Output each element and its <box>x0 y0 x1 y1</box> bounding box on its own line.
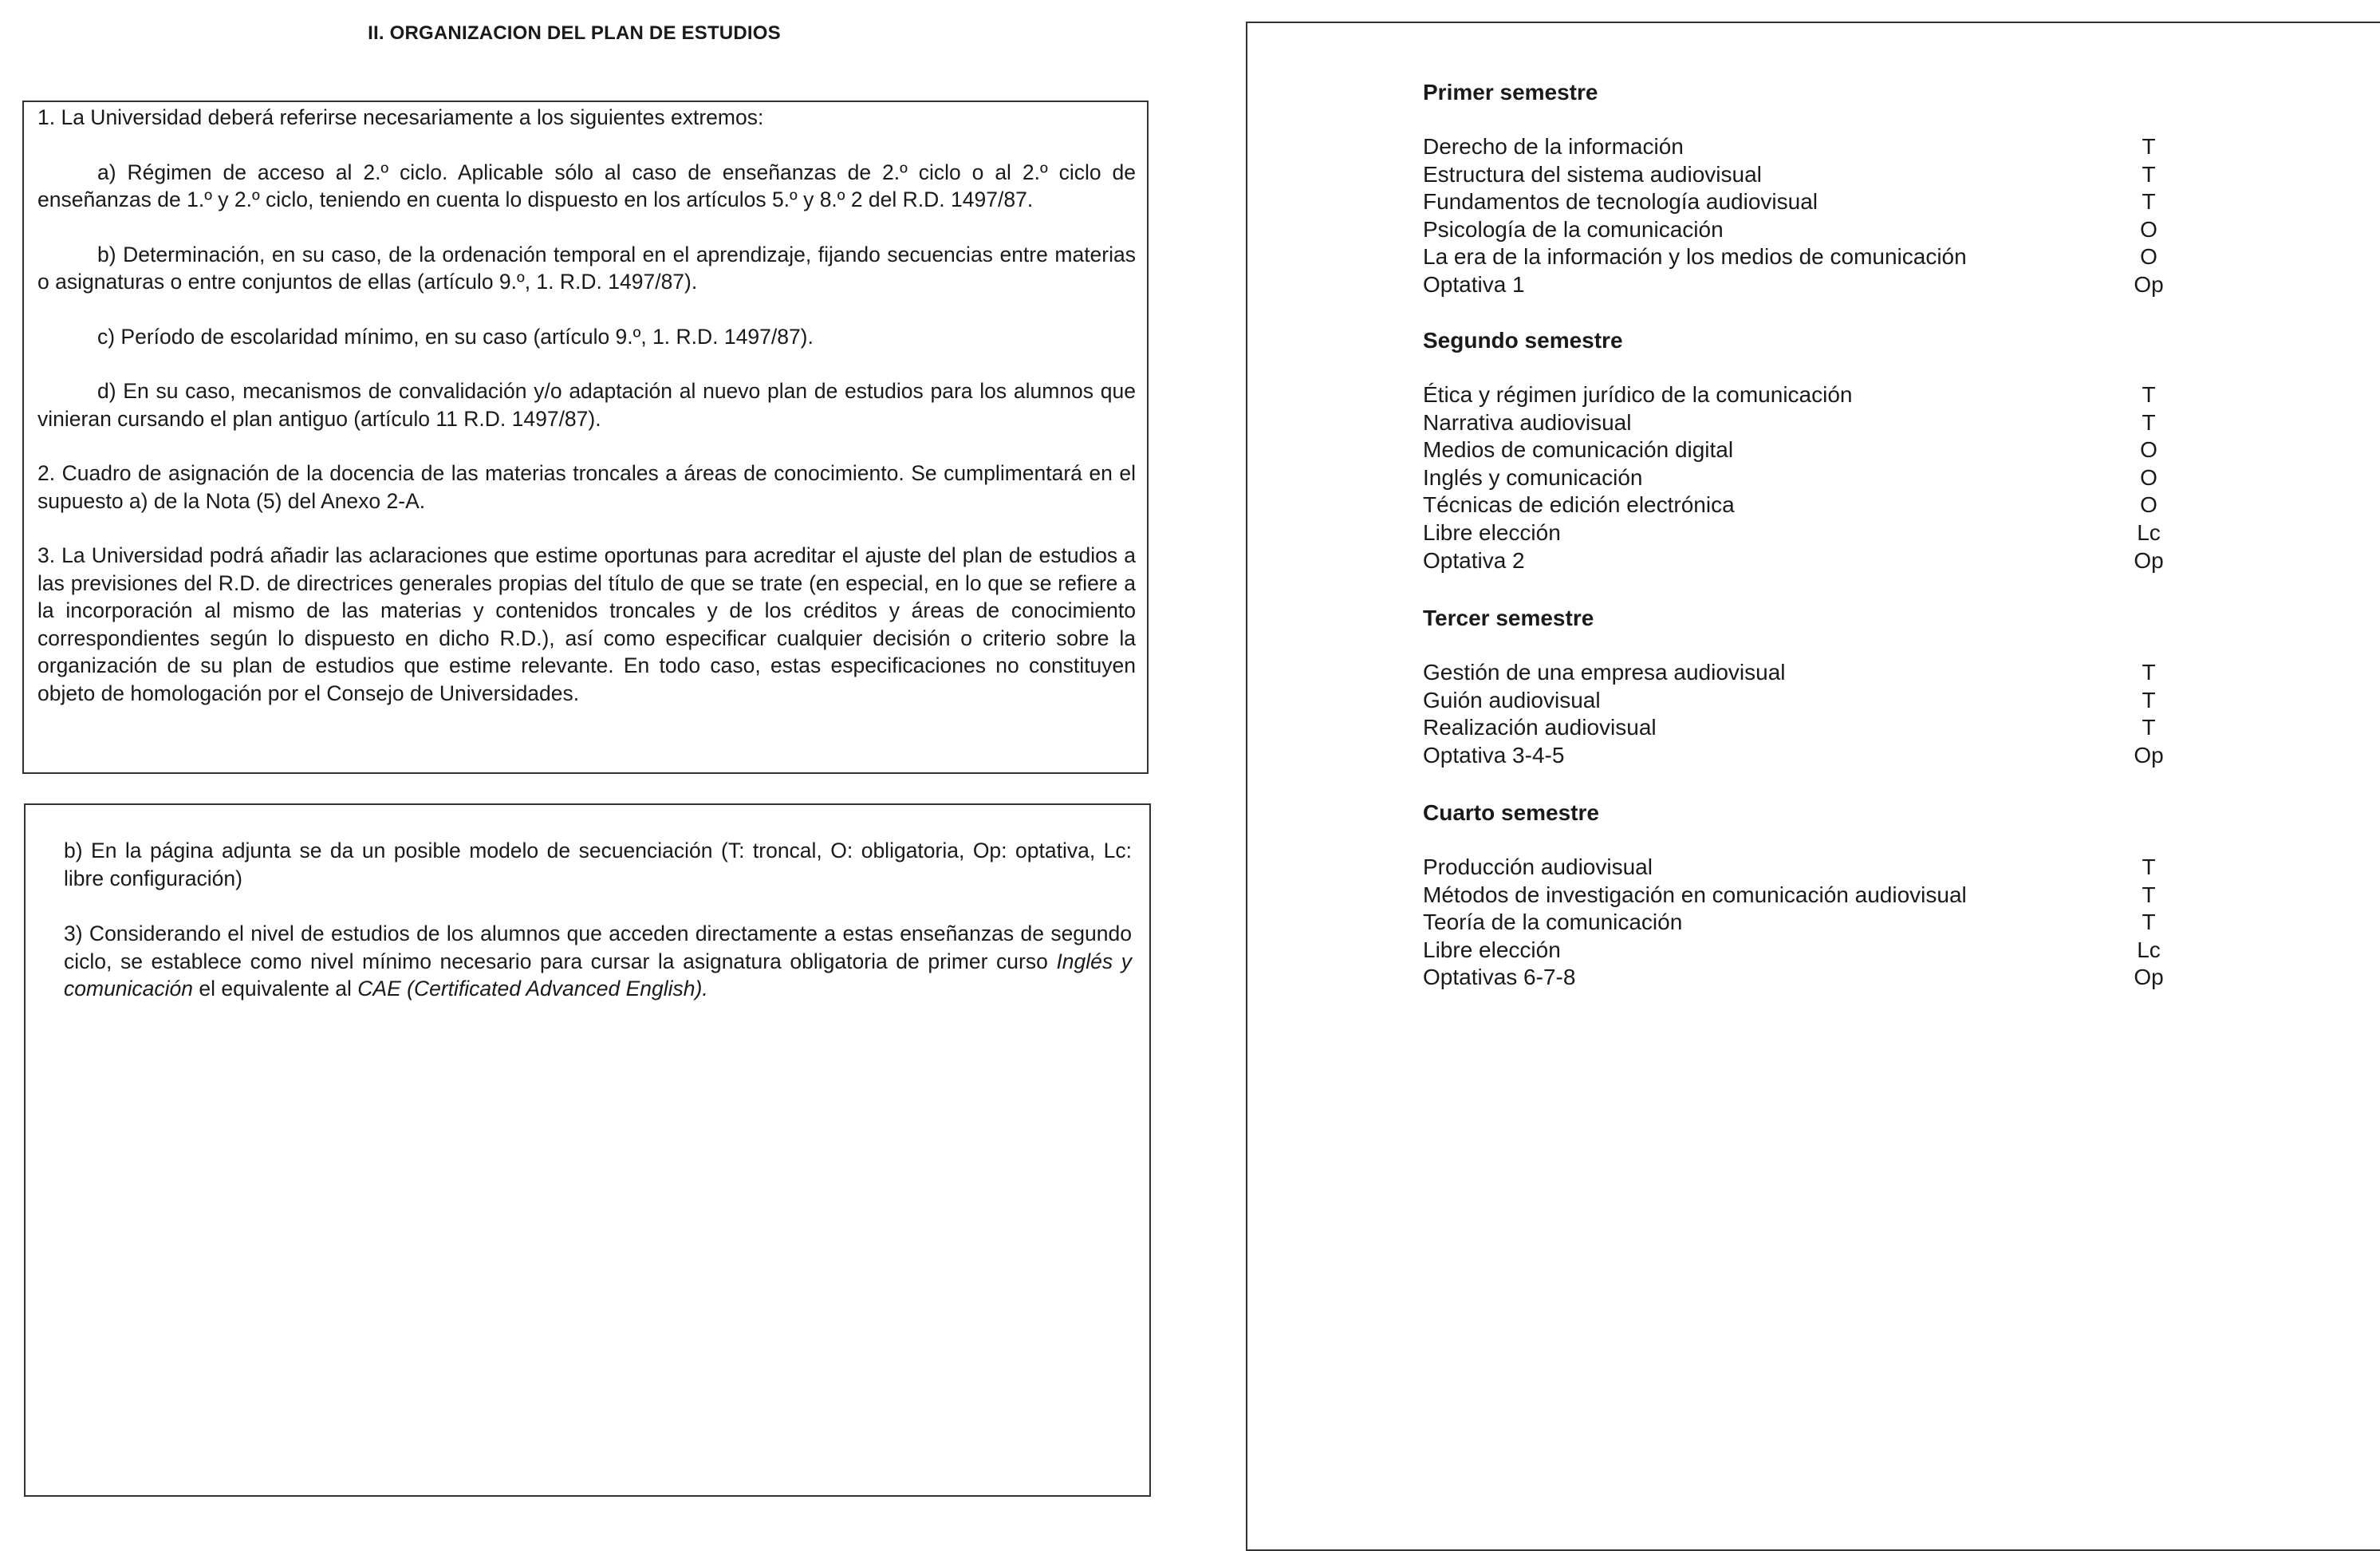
course-row <box>1423 436 2173 464</box>
course-name: Optativa 2 <box>1423 547 1525 573</box>
course-name: Realización audiovisual <box>1423 715 1657 740</box>
course-name: Narrativa audiovisual <box>1423 409 1632 435</box>
semester-4 <box>1423 799 2173 992</box>
course-row <box>1423 161 2173 189</box>
semester-title: Cuarto semestre <box>1423 800 1599 825</box>
course-name: Medios de comunicación digital <box>1423 437 1734 463</box>
course-row <box>1423 519 2173 547</box>
course-name: Estructura del sistema audiovisual <box>1423 161 1762 187</box>
course-row <box>1423 742 2173 770</box>
course-type: Op <box>2134 547 2164 573</box>
note-english-subject: Inglés y comunicación <box>64 949 1132 1000</box>
course-row <box>1423 133 2173 161</box>
semester-title: Primer semestre <box>1423 80 1598 105</box>
course-type: T <box>2142 189 2156 215</box>
course-name: Psicología de la comunicación <box>1423 216 1724 242</box>
course-name: Métodos de investigación en comunicación audiovisual <box>1423 882 1967 907</box>
requirement-item-3: 3. La Universidad podrá añadir las aclaraciones que estime oportunas para acreditar el ajuste del plan de estudios a las previsiones del R.D. de directrices generales propias del título de que se trate (en especial, en lo que se refiere a la incorporación al mismo de las materias y contenidos troncales y de los créditos y áreas de conocimiento correspondientes según lo dispuesto en dicho R.D.), así como especificar cualquier decisión o criterio sobre la organización de su plan de estudios que estime relevante. En todo caso, estas especificaciones no constituyen objeto de homologación por el Consejo de Universidades. <box>37 543 1136 705</box>
course-type: T <box>2142 660 2156 685</box>
course-row <box>1423 854 2173 882</box>
semester-title: Tercer semestre <box>1423 606 1594 630</box>
course-type: T <box>2142 687 2156 712</box>
course-type: Op <box>2134 271 2164 297</box>
course-row <box>1423 243 2173 271</box>
requirement-item-c: c) Período de escolaridad mínimo, en su caso (artículo 9.º, 1. R.D. 1497/87). <box>97 324 814 349</box>
course-type: T <box>2142 161 2156 187</box>
course-type: T <box>2142 409 2156 435</box>
course-row <box>1423 188 2173 216</box>
course-name: Optativa 1 <box>1423 271 1525 297</box>
course-row <box>1423 491 2173 519</box>
course-row <box>1423 216 2173 244</box>
course-name: La era de la información y los medios de comunicación <box>1423 244 1967 270</box>
course-row <box>1423 381 2173 409</box>
course-type: Op <box>2134 965 2164 990</box>
course-name: Libre elección <box>1423 519 1561 545</box>
course-type: O <box>2140 492 2157 518</box>
course-row <box>1423 547 2173 575</box>
course-name: Libre elección <box>1423 937 1561 962</box>
course-name: Optativas 6-7-8 <box>1423 965 1576 990</box>
course-type: O <box>2140 437 2157 463</box>
course-type: T <box>2142 134 2156 159</box>
course-type: T <box>2142 854 2156 879</box>
semester-title: Segundo semestre <box>1423 328 1623 353</box>
course-type: O <box>2140 464 2157 490</box>
course-row <box>1423 937 2173 965</box>
semester-2 <box>1423 327 2173 574</box>
semester-3 <box>1423 605 2173 769</box>
notes-box <box>24 803 1151 1497</box>
course-type: T <box>2142 882 2156 907</box>
semester-1 <box>1423 79 2173 299</box>
course-name: Técnicas de edición electrónica <box>1423 492 1735 518</box>
course-row <box>1423 464 2173 492</box>
course-name: Fundamentos de tecnología audiovisual <box>1423 189 1818 215</box>
requirements-intro: 1. La Universidad deberá referirse necesariamente a los siguientes extremos: <box>37 105 764 129</box>
requirement-item-d: d) En su caso, mecanismos de convalidación y/o adaptación al nuevo plan de estudios para los alumnos que vinieran cursando el plan antiguo (artículo 11 R.D. 1497/87). <box>37 379 1136 431</box>
course-row <box>1423 409 2173 437</box>
course-name: Guión audiovisual <box>1423 687 1601 712</box>
course-row <box>1423 687 2173 715</box>
course-type: O <box>2140 216 2157 242</box>
requirement-item-a: a) Régimen de acceso al 2.º ciclo. Aplicable sólo al caso de enseñanzas de 2.º ciclo o al 2.º ciclo de enseñanzas de 1.º y 2.º ciclo, teniendo en cuenta lo dispuesto en los artículos 5.º y 8.º 2 del R.D. 1497/87. <box>37 160 1136 211</box>
course-name: Ética y régimen jurídico de la comunicación <box>1423 382 1853 407</box>
course-type: Op <box>2134 742 2164 768</box>
note-english-mid: el equivalente al <box>193 977 358 1000</box>
course-name: Teoría de la comunicación <box>1423 910 1683 935</box>
course-type: T <box>2142 715 2156 740</box>
course-row <box>1423 964 2173 992</box>
note-english-cert: CAE (Certificated Advanced English). <box>357 977 708 1000</box>
course-type: T <box>2142 910 2156 935</box>
course-type: T <box>2142 382 2156 407</box>
requirement-item-2: 2. Cuadro de asignación de la docencia de las materias troncales a áreas de conocimiento. Se cumplimentará en el supuesto a) de la Nota (5) del Anexo 2-A. <box>37 461 1136 513</box>
requirements-box <box>22 101 1149 774</box>
course-type: Lc <box>2137 519 2161 545</box>
course-type: Lc <box>2137 937 2161 962</box>
course-name: Derecho de la información <box>1423 134 1684 159</box>
note-english-requirement <box>64 920 1132 1003</box>
course-name: Optativa 3-4-5 <box>1423 742 1565 768</box>
note-english-lead: 3) Considerando el nivel de estudios de los alumnos que acceden directamente a estas enseñanzas de segundo ciclo, se establece como nivel mínimo necesario para cursar la asignatura obligatoria de primer curso <box>64 922 1132 973</box>
course-row <box>1423 909 2173 937</box>
course-name: Producción audiovisual <box>1423 854 1653 879</box>
course-row <box>1423 271 2173 299</box>
page-title: II. ORGANIZACION DEL PLAN DE ESTUDIOS <box>368 22 781 44</box>
course-row <box>1423 714 2173 742</box>
course-name: Gestión de una empresa audiovisual <box>1423 660 1786 685</box>
note-sequencing-model: b) En la página adjunta se da un posible modelo de secuenciación (T: troncal, O: obligatoria, Op: optativa, Lc: libre configuración) <box>64 839 1132 890</box>
course-type: O <box>2140 244 2157 270</box>
course-row <box>1423 659 2173 687</box>
course-row <box>1423 882 2173 910</box>
course-name: Inglés y comunicación <box>1423 464 1643 490</box>
requirement-item-b: b) Determinación, en su caso, de la ordenación temporal en el aprendizaje, fijando secuencias entre materias o asignaturas o entre conjuntos de ellas (artículo 9.º, 1. R.D. 1497/87). <box>37 242 1136 294</box>
